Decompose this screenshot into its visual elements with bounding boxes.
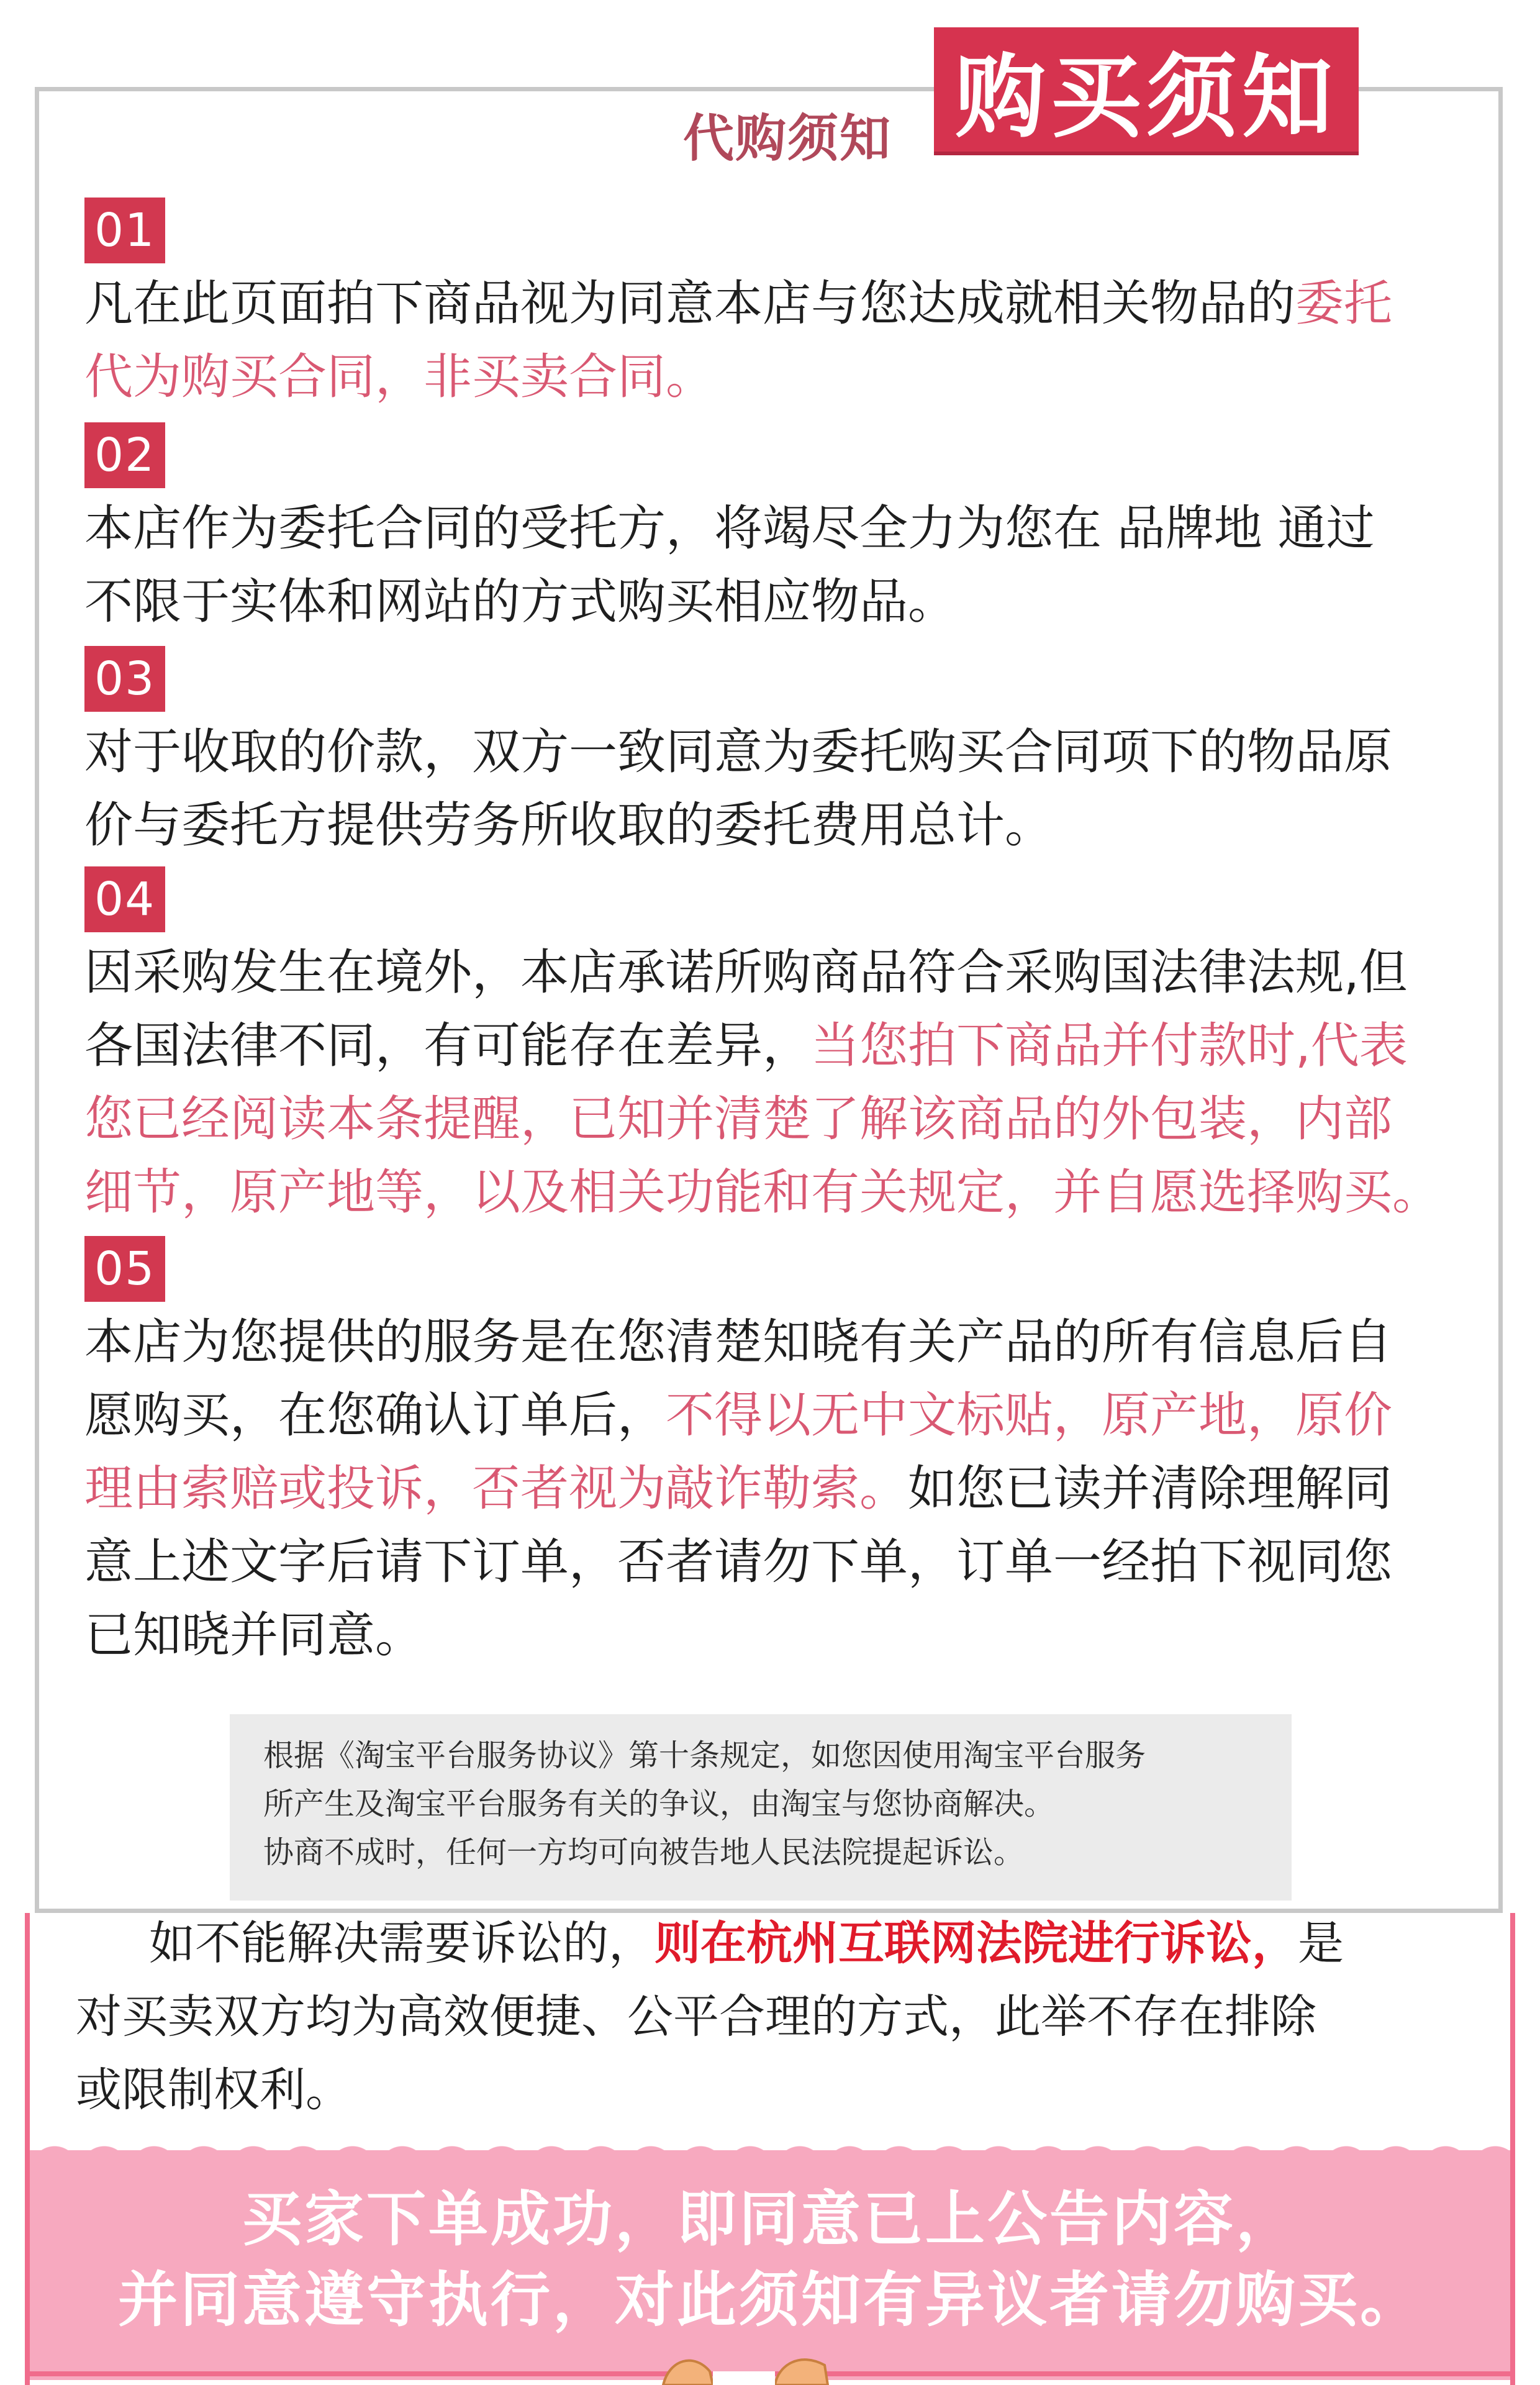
- highlight-text: 当您拍下商品并付款时,代表: [811, 1018, 1408, 1074]
- highlight-text: 理由索赔或投诉，否者视为敲诈勒索。: [84, 1461, 908, 1517]
- litigation-statement: [76, 1907, 1492, 2127]
- section-text: [84, 492, 1463, 638]
- notice-title: 购买须知: [934, 27, 1359, 152]
- section-text: [84, 936, 1463, 1229]
- text-line: 已知晓并同意。: [84, 1607, 424, 1663]
- section-number: 04: [84, 866, 165, 932]
- section-02: [84, 422, 1463, 638]
- text-segment: 凡在此页面拍下商品视为同意本店与您达成就相关物品的: [84, 276, 1296, 332]
- text-segment: 如不能解决需要诉讼的，: [149, 1917, 654, 1970]
- text-line: 本店为您提供的服务是在您清楚知晓有关产品的所有信息后自: [84, 1314, 1393, 1370]
- section-number: 01: [84, 198, 165, 263]
- text-line: 因采购发生在境外，本店承诺所购商品符合采购国法律法规,但: [84, 945, 1408, 1001]
- note-line: 所产生及淘宝平台服务有关的争议，由淘宝与您协商解决。: [263, 1786, 1055, 1822]
- text-line: 价与委托方提供劳务所收取的委托费用总计。: [84, 797, 1054, 853]
- text-line: 对买卖双方均为高效便捷、公平合理的方式，此举不存在排除: [76, 1990, 1316, 2043]
- text-segment: 如您已读并清除理解同: [908, 1461, 1393, 1517]
- text-line: 不限于实体和网站的方式购买相应物品。: [84, 574, 957, 630]
- banner-line: 并同意遵守执行，对此须知有异议者请勿购买。: [118, 2265, 1422, 2335]
- court-highlight: 则在杭州互联网法院进行诉讼，: [654, 1917, 1298, 1970]
- mascot-ears-icon: [651, 2346, 837, 2385]
- section-01: [84, 198, 1463, 414]
- platform-agreement-note: [230, 1714, 1292, 1901]
- section-04: [84, 866, 1463, 1229]
- section-text: [84, 1306, 1463, 1672]
- text-segment: 各国法律不同，有可能存在差异，: [84, 1018, 812, 1074]
- highlight-text: 细节，原产地等，以及相关功能和有关规定，并自愿选择购买。: [84, 1165, 1441, 1220]
- highlight-text: 您已经阅读本条提醒，已知并清楚了解该商品的外包装，内部: [84, 1091, 1393, 1147]
- section-text: [84, 716, 1463, 862]
- text-segment: 是: [1298, 1917, 1344, 1970]
- text-segment: 愿购买，在您确认订单后，: [84, 1388, 666, 1443]
- section-05: [84, 1236, 1463, 1672]
- section-number: 03: [84, 646, 165, 712]
- text-line: 本店作为委托合同的受托方，将竭尽全力为您在 品牌地 通过: [84, 501, 1375, 556]
- section-number: 05: [84, 1236, 165, 1302]
- text-line: 意上述文字后请下订单，否者请勿下单，订单一经拍下视同您: [84, 1534, 1393, 1590]
- banner-text: [30, 2179, 1510, 2340]
- section-03: [84, 646, 1463, 862]
- highlight-text: 代为购买合同，非买卖合同。: [84, 349, 715, 405]
- text-line: 或限制权利。: [76, 2063, 351, 2117]
- note-line: 根据《淘宝平台服务协议》第十条规定，如您因使用淘宝平台服务: [263, 1738, 1146, 1773]
- highlight-text: 委托: [1295, 276, 1393, 332]
- highlight-text: 不得以无中文标贴，原产地，原价: [666, 1388, 1393, 1443]
- notice-subtitle: 代购须知: [683, 109, 892, 168]
- section-text: [84, 267, 1463, 414]
- section-number: 02: [84, 422, 165, 488]
- note-line: 协商不成时，任何一方均可向被告地人民法院提起诉讼。: [263, 1835, 1025, 1870]
- text-line: 对于收取的价款，双方一致同意为委托购买合同项下的物品原: [84, 724, 1393, 780]
- banner-line: 买家下单成功，即同意已上公告内容，: [242, 2184, 1298, 2254]
